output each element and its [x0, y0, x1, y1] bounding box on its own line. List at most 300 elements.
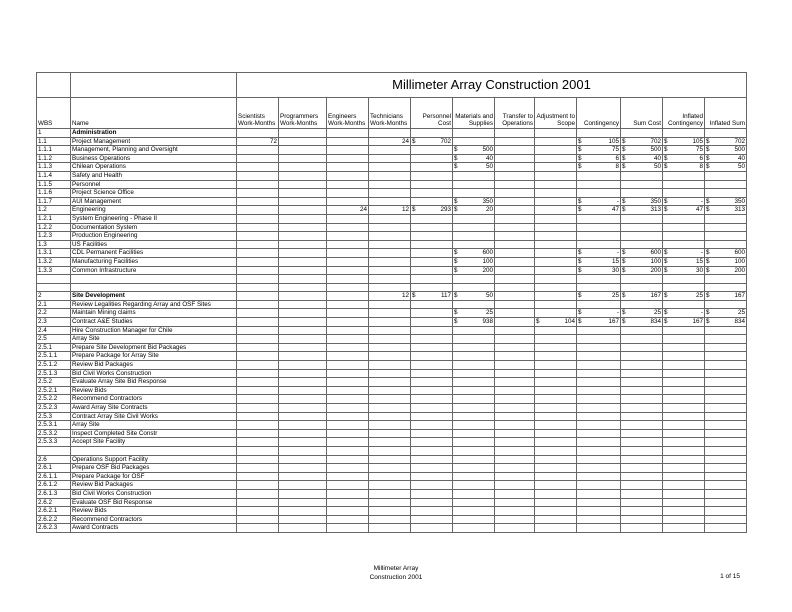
cell-eng: [327, 524, 369, 533]
cell-sum: [621, 361, 663, 370]
cell-trans: [495, 223, 535, 232]
cell-value: 600: [482, 249, 493, 257]
cell-trans: [495, 489, 535, 498]
cell-isum: [705, 395, 747, 404]
cell-value: 20: [485, 206, 493, 214]
cell-cont: [577, 395, 621, 404]
cell-eng: [327, 498, 369, 507]
header-pc: Personnel Cost: [411, 98, 453, 129]
table-row: [37, 369, 747, 378]
cell-mat: [453, 214, 495, 223]
cell-pc: [411, 300, 453, 309]
cell-cont: [577, 137, 621, 146]
wbs-cell: 2.5.3.3: [37, 438, 71, 447]
currency-symbol: $: [454, 257, 458, 265]
cell-sum: [621, 292, 663, 301]
cell-pc: [411, 489, 453, 498]
cell-sci: [237, 472, 279, 481]
cell-cont: [577, 318, 621, 327]
cell-icont: [663, 429, 705, 438]
cell-sci: [237, 171, 279, 180]
cell-mat: [453, 386, 495, 395]
cell-tech: [369, 489, 411, 498]
cell-eng: [327, 214, 369, 223]
cell-cont: [577, 343, 621, 352]
cell-icont: [663, 386, 705, 395]
currency-symbol: $: [412, 292, 416, 300]
cell-cont: [577, 412, 621, 421]
header-icont: Inflated Contingency: [663, 98, 705, 129]
cell-tech: [369, 524, 411, 533]
wbs-cell: 1.2.2: [37, 223, 71, 232]
cell-sum: [621, 369, 663, 378]
cell-icont: [663, 129, 705, 138]
cell-sci: [237, 154, 279, 163]
cell-pc: [411, 395, 453, 404]
cell-trans: [495, 352, 535, 361]
cell-trans: [495, 275, 535, 284]
cell-sci: [237, 421, 279, 430]
cell-sum: [621, 412, 663, 421]
cell-icont: [663, 180, 705, 189]
cell-adj: [535, 421, 577, 430]
cell-icont: [663, 369, 705, 378]
cell-value: 105: [692, 137, 703, 145]
cell-sum: [621, 206, 663, 215]
cell-mat: [453, 240, 495, 249]
cell-cont: [577, 335, 621, 344]
cell-cont: [577, 146, 621, 155]
cell-adj: [535, 498, 577, 507]
cell-tech: [369, 232, 411, 241]
wbs-cell: 1.1.7: [37, 197, 71, 206]
cell-cont: [577, 378, 621, 387]
cell-sci: [237, 507, 279, 516]
cell-trans: [495, 129, 535, 138]
cell-isum: [705, 446, 747, 455]
cell-prog: [279, 249, 327, 258]
table-row: [37, 421, 747, 430]
cell-eng: [327, 455, 369, 464]
table-row: [37, 163, 747, 172]
table-row: [37, 361, 747, 370]
cell-prog: [279, 429, 327, 438]
cell-isum: [705, 300, 747, 309]
cell-pc: [411, 163, 453, 172]
cell-eng: [327, 481, 369, 490]
table-row: [37, 129, 747, 138]
table-row: [37, 197, 747, 206]
name-cell: CDL Permanent Facilities: [71, 249, 237, 258]
header-name: Name: [71, 98, 237, 129]
cell-mat: [453, 507, 495, 516]
cell-eng: [327, 489, 369, 498]
cell-sum: [621, 326, 663, 335]
cell-tech: [369, 507, 411, 516]
cell-pc: [411, 129, 453, 138]
table-row: [37, 429, 747, 438]
cell-sci: [237, 361, 279, 370]
currency-symbol: $: [664, 257, 668, 265]
cell-sci: [237, 326, 279, 335]
cell-trans: [495, 240, 535, 249]
cell-prog: [279, 507, 327, 516]
cell-eng: [327, 352, 369, 361]
cell-tech: 12: [369, 292, 411, 301]
cell-mat: [453, 524, 495, 533]
cell-value: 75: [611, 146, 619, 154]
cell-tech: [369, 464, 411, 473]
name-cell: Project Management: [71, 137, 237, 146]
cell-pc: [411, 275, 453, 284]
cell-cont: [577, 257, 621, 266]
cell-pc: [411, 232, 453, 241]
name-cell: Recommend Contractors: [71, 515, 237, 524]
cell-isum: [705, 129, 747, 138]
cell-prog: [279, 369, 327, 378]
cell-prog: [279, 154, 327, 163]
cell-sci: 72: [237, 137, 279, 146]
cell-trans: [495, 343, 535, 352]
cell-prog: [279, 309, 327, 318]
cell-trans: [495, 369, 535, 378]
cell-isum: [705, 275, 747, 284]
cell-icont: [663, 352, 705, 361]
cell-icont: [663, 206, 705, 215]
currency-symbol: $: [454, 146, 458, 154]
cell-eng: [327, 249, 369, 258]
table-row: [37, 171, 747, 180]
wbs-cell: 2.1: [37, 300, 71, 309]
currency-symbol: $: [454, 292, 458, 300]
cell-tech: [369, 438, 411, 447]
currency-symbol: $: [454, 197, 458, 205]
table-row: [37, 524, 747, 533]
cell-isum: [705, 180, 747, 189]
cell-pc: [411, 524, 453, 533]
cell-sci: [237, 489, 279, 498]
cell-icont: [663, 197, 705, 206]
name-cell: Engineering: [71, 206, 237, 215]
name-cell: Chilean Operations: [71, 163, 237, 172]
cell-value: -: [700, 309, 703, 317]
cell-adj: [535, 137, 577, 146]
cell-mat: [453, 257, 495, 266]
cell-pc: [411, 386, 453, 395]
cell-mat: [453, 266, 495, 275]
cell-sci: [237, 464, 279, 473]
name-cell: Project Science Office: [71, 189, 237, 198]
cell-pc: [411, 326, 453, 335]
cell-value: 313: [734, 206, 745, 214]
name-cell: AUI Management: [71, 197, 237, 206]
name-cell: Array Site: [71, 421, 237, 430]
cell-cont: [577, 369, 621, 378]
cell-tech: [369, 266, 411, 275]
name-cell: Review Bid Packages: [71, 481, 237, 490]
cell-adj: [535, 146, 577, 155]
currency-symbol: $: [664, 266, 668, 274]
cell-icont: [663, 515, 705, 524]
cell-adj: [535, 223, 577, 232]
cell-adj: [535, 283, 577, 292]
cell-sci: [237, 343, 279, 352]
cell-pc: [411, 223, 453, 232]
cell-tech: [369, 343, 411, 352]
cell-prog: [279, 257, 327, 266]
cell-isum: [705, 524, 747, 533]
cell-icont: [663, 300, 705, 309]
cell-value: 47: [695, 206, 703, 214]
currency-symbol: $: [578, 154, 582, 162]
cell-eng: [327, 507, 369, 516]
cell-sum: [621, 232, 663, 241]
cell-isum: [705, 197, 747, 206]
cell-icont: [663, 275, 705, 284]
cell-prog: [279, 318, 327, 327]
cell-mat: [453, 489, 495, 498]
cell-sum: [621, 129, 663, 138]
cell-tech: [369, 472, 411, 481]
cell-isum: [705, 266, 747, 275]
cell-isum: [705, 335, 747, 344]
cell-pc: [411, 240, 453, 249]
currency-symbol: $: [664, 309, 668, 317]
cell-eng: [327, 189, 369, 198]
table-row: [37, 232, 747, 241]
cell-isum: [705, 171, 747, 180]
cell-value: 15: [695, 257, 703, 265]
cell-adj: [535, 438, 577, 447]
cell-cont: [577, 489, 621, 498]
table-row: [37, 326, 747, 335]
cell-sci: [237, 146, 279, 155]
cell-icont: [663, 283, 705, 292]
cell-sum: [621, 318, 663, 327]
table-row: [37, 515, 747, 524]
currency-symbol: $: [622, 206, 626, 214]
cell-isum: [705, 206, 747, 215]
cell-eng: [327, 438, 369, 447]
cell-eng: [327, 240, 369, 249]
wbs-cell: 2.6.1: [37, 464, 71, 473]
cell-cont: [577, 223, 621, 232]
cell-sci: [237, 240, 279, 249]
cell-sci: [237, 369, 279, 378]
cell-value: 100: [650, 257, 661, 265]
cell-icont: [663, 455, 705, 464]
cell-mat: [453, 481, 495, 490]
cell-isum: [705, 412, 747, 421]
table-row: [37, 137, 747, 146]
cell-mat: [453, 446, 495, 455]
cell-cont: [577, 524, 621, 533]
cell-trans: [495, 257, 535, 266]
cell-icont: [663, 524, 705, 533]
currency-symbol: $: [578, 292, 582, 300]
cell-sum: [621, 197, 663, 206]
cell-trans: [495, 326, 535, 335]
cell-tech: [369, 326, 411, 335]
cell-cont: [577, 266, 621, 275]
cell-sci: [237, 498, 279, 507]
wbs-cell: 1.1.2: [37, 154, 71, 163]
cell-sum: [621, 395, 663, 404]
cell-mat: [453, 464, 495, 473]
cell-mat: [453, 498, 495, 507]
cell-pc: [411, 438, 453, 447]
cell-isum: [705, 189, 747, 198]
cell-pc: [411, 343, 453, 352]
cell-sci: [237, 257, 279, 266]
cell-sum: [621, 421, 663, 430]
page-footer: [0, 564, 792, 582]
cell-eng: [327, 404, 369, 413]
name-cell: Administration: [71, 129, 237, 138]
cell-sum: [621, 249, 663, 258]
cell-tech: [369, 515, 411, 524]
cell-pc: [411, 292, 453, 301]
currency-symbol: $: [578, 163, 582, 171]
cell-icont: [663, 309, 705, 318]
cell-prog: [279, 515, 327, 524]
currency-symbol: $: [622, 309, 626, 317]
currency-symbol: $: [578, 266, 582, 274]
cell-eng: [327, 129, 369, 138]
cell-sci: [237, 515, 279, 524]
cell-trans: [495, 412, 535, 421]
cell-eng: [327, 361, 369, 370]
name-cell: Award Contracts: [71, 524, 237, 533]
table-row: [37, 214, 747, 223]
cell-value: 50: [485, 163, 493, 171]
cell-value: 702: [650, 137, 661, 145]
name-cell: Award Array Site Contracts: [71, 404, 237, 413]
wbs-cell: 2.5.1.1: [37, 352, 71, 361]
cell-sci: [237, 309, 279, 318]
cell-adj: [535, 129, 577, 138]
cell-tech: [369, 180, 411, 189]
cell-prog: [279, 455, 327, 464]
cell-adj: [535, 369, 577, 378]
cell-mat: [453, 404, 495, 413]
cell-cont: [577, 446, 621, 455]
wbs-cell: 1.3.3: [37, 266, 71, 275]
cell-eng: [327, 292, 369, 301]
cell-pc: [411, 421, 453, 430]
cell-mat: [453, 129, 495, 138]
cell-value: 25: [695, 292, 703, 300]
cell-trans: [495, 137, 535, 146]
cell-value: 167: [692, 318, 703, 326]
name-cell: Prepare Package for Array Site: [71, 352, 237, 361]
wbs-cell: 2.5.3: [37, 412, 71, 421]
cell-isum: [705, 223, 747, 232]
cell-adj: [535, 300, 577, 309]
cell-eng: [327, 429, 369, 438]
cell-trans: [495, 171, 535, 180]
cell-value: 600: [650, 249, 661, 257]
cell-cont: [577, 386, 621, 395]
currency-symbol: $: [706, 318, 710, 326]
cell-pc: [411, 378, 453, 387]
cell-trans: [495, 472, 535, 481]
wbs-cell: 1.1: [37, 137, 71, 146]
currency-symbol: $: [454, 309, 458, 317]
currency-symbol: $: [622, 197, 626, 205]
cell-value: 293: [440, 206, 451, 214]
table-row: [37, 412, 747, 421]
cell-isum: [705, 309, 747, 318]
currency-symbol: $: [706, 266, 710, 274]
cell-prog: [279, 232, 327, 241]
cell-sci: [237, 163, 279, 172]
cell-eng: [327, 326, 369, 335]
cell-adj: [535, 429, 577, 438]
name-cell: Common Infrastructure: [71, 266, 237, 275]
currency-symbol: $: [454, 154, 458, 162]
cell-value: 200: [734, 266, 745, 274]
cell-mat: [453, 343, 495, 352]
wbs-cell: 2.4: [37, 326, 71, 335]
cell-icont: [663, 446, 705, 455]
cell-cont: [577, 206, 621, 215]
cell-icont: [663, 412, 705, 421]
cell-adj: [535, 464, 577, 473]
title-blank-cell: [37, 73, 71, 98]
cell-sum: [621, 438, 663, 447]
cell-prog: [279, 395, 327, 404]
cell-cont: [577, 515, 621, 524]
cell-prog: [279, 421, 327, 430]
table-row: [37, 292, 747, 301]
currency-symbol: $: [578, 257, 582, 265]
cell-tech: [369, 309, 411, 318]
name-cell: Prepare Package for OSF: [71, 472, 237, 481]
cell-prog: [279, 214, 327, 223]
cell-eng: [327, 335, 369, 344]
cell-value: 167: [734, 292, 745, 300]
cell-mat: [453, 318, 495, 327]
wbs-cell: 2.6.2.2: [37, 515, 71, 524]
cell-trans: [495, 438, 535, 447]
table-row: [37, 464, 747, 473]
cell-cont: [577, 197, 621, 206]
cell-sum: [621, 464, 663, 473]
header-cont: Contingency: [577, 98, 621, 129]
cell-prog: [279, 481, 327, 490]
cell-sum: [621, 352, 663, 361]
cell-sci: [237, 404, 279, 413]
cell-eng: [327, 464, 369, 473]
table-row: [37, 507, 747, 516]
cell-tech: [369, 404, 411, 413]
cell-value: 50: [737, 163, 745, 171]
cell-cont: [577, 361, 621, 370]
cell-adj: [535, 446, 577, 455]
cell-eng: [327, 154, 369, 163]
cell-value: 25: [485, 309, 493, 317]
currency-symbol: $: [622, 318, 626, 326]
cell-prog: [279, 361, 327, 370]
cell-trans: [495, 404, 535, 413]
cell-tech: [369, 163, 411, 172]
cell-value: 200: [482, 266, 493, 274]
cell-value: 25: [653, 309, 661, 317]
cell-adj: [535, 318, 577, 327]
cell-prog: [279, 412, 327, 421]
cell-eng: [327, 412, 369, 421]
